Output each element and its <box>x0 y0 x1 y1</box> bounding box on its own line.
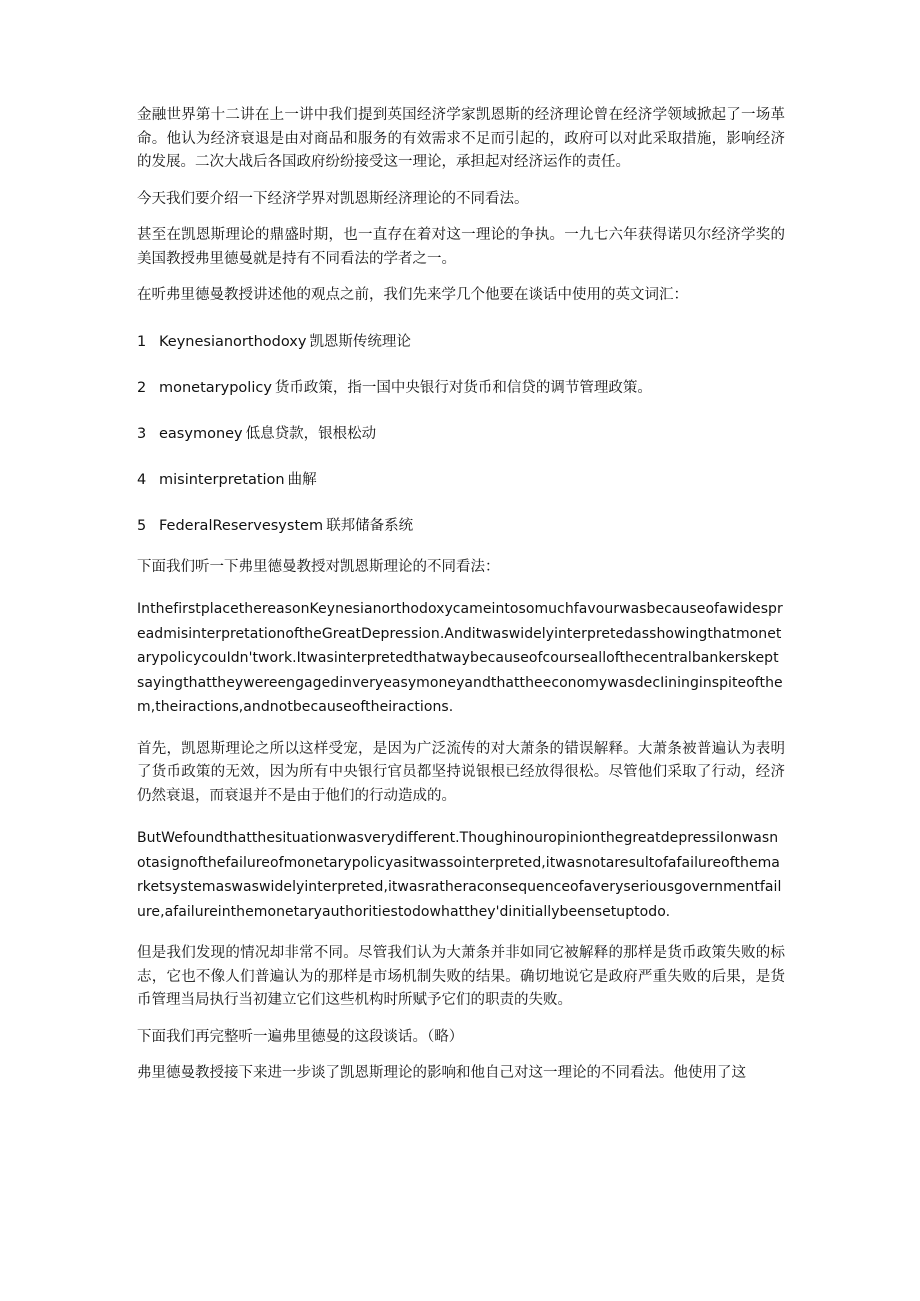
vocab-number: 5 <box>137 517 147 534</box>
vocab-english: misinterpretation <box>159 471 285 488</box>
intro-paragraph: 金融世界第十二讲在上一讲中我们提到英国经济学家凯恩斯的经济理论曾在经济学领域掀起了一场革命。他认为经济衰退是由对商品和服务的有效需求不足而引起的，政府可以对此采取措施，影响经济的发展。二次大战后各国政府纷纷接受这一理论，承担起对经济运作的责任。 <box>137 107 785 170</box>
vocab-item <box>137 377 785 400</box>
chinese-translation-1: 首先，凯恩斯理论之所以这样受宠，是因为广泛流传的对大萧条的错误解释。大萧条被普遍认为表明了货币政策的无效，因为所有中央银行官员都坚持说银根已经放得很松。尽管他们采取了行动，经济仍然衰退，而衰退并不是由于他们的行动造成的。 <box>137 740 785 804</box>
vocabulary-list <box>137 331 785 538</box>
english-quote-2: ButWefoundthatthesituationwasverydifferent.ThoughinouropinionthegreatdepressiIonwasnotasignofthefailureofmonetarypolicyasitwassointerpreted,itwasnotaresultofafailureofthemarketsystemaswaswidelyinterpreted,itwasratheraconsequenceofaveryseriousgovernmentfailure,afailureinthemonetaryauthoritiestodowhatthey'dinitiallybeensetuptodo. <box>137 830 782 920</box>
vocab-number: 3 <box>137 425 147 442</box>
english-quote-1: InthefirstplacethereasonKeynesianorthodoxycameintosomuchfavourwasbecauseofawidespreadmisinterpretationoftheGreatDepression.AnditwaswidelyinterpretedasshowingthatmonetarypolicycouIdn'twork.ItwasinterpretedthatwaybecauseofcourseallofthecentralbankerskeptsayingthattheywereengagedinveryeasymoneyandthattheeconomywasdecIininginspiteofthem,theiractions,andnotbecauseoftheiractions. <box>137 601 783 715</box>
vocab-item <box>137 515 785 538</box>
listen-intro-paragraph: 下面我们听一下弗里德曼教授对凯恩斯理论的不同看法： <box>137 558 500 575</box>
vocab-number: 2 <box>137 379 147 396</box>
vocab-chinese: 货币政策，指一国中央银行对货币和信贷的调节管理政策。 <box>274 379 652 396</box>
vocab-chinese: 曲解 <box>287 471 317 488</box>
vocab-number: 1 <box>137 333 147 350</box>
closing-paragraph: 弗里德曼教授接下来进一步谈了凯恩斯理论的影响和他自己对这一理论的不同看法。他使用了这 <box>137 1065 746 1081</box>
vocab-chinese: 联邦储备系统 <box>326 517 414 534</box>
replay-paragraph: 下面我们再完整听一遍弗里德曼的这段谈话。（略） <box>137 1028 464 1045</box>
vocab-english: FederalReservesystem <box>159 517 324 534</box>
chinese-translation-2: 但是我们发现的情况却非常不同。尽管我们认为大萧条并非如同它被解释的那样是货币政策失败的标志，它也不像人们普遍认为的那样是市场机制失败的结果。确切地说它是政府严重失败的后果，是货币管理当局执行当初建立它们这些机构时所赋予它们的职责的失败。 <box>137 945 785 1008</box>
vocab-intro-paragraph: 在听弗里德曼教授讲述他的观点之前，我们先来学几个他要在谈话中使用的英文词汇： <box>137 287 688 303</box>
vocab-english: easymoney <box>159 425 243 442</box>
vocab-item <box>137 469 785 492</box>
vocab-chinese: 凯恩斯传统理论 <box>309 333 411 350</box>
vocab-english: monetarypolicy <box>159 379 272 396</box>
vocab-number: 4 <box>137 471 147 488</box>
vocab-item <box>137 331 785 354</box>
today-paragraph: 今天我们要介绍一下经济学界对凯恩斯经济理论的不同看法。 <box>137 190 529 207</box>
vocab-english: Keynesianorthodoxy <box>159 333 307 350</box>
vocab-chinese: 低息贷款，银根松动 <box>245 425 377 442</box>
document-page <box>137 104 785 1086</box>
vocab-item <box>137 423 785 446</box>
dispute-paragraph: 甚至在凯恩斯理论的鼎盛时期，也一直存在着对这一理论的争执。一九七六年获得诺贝尔经济学奖的美国教授弗里德曼就是持有不同看法的学者之一。 <box>137 227 785 267</box>
